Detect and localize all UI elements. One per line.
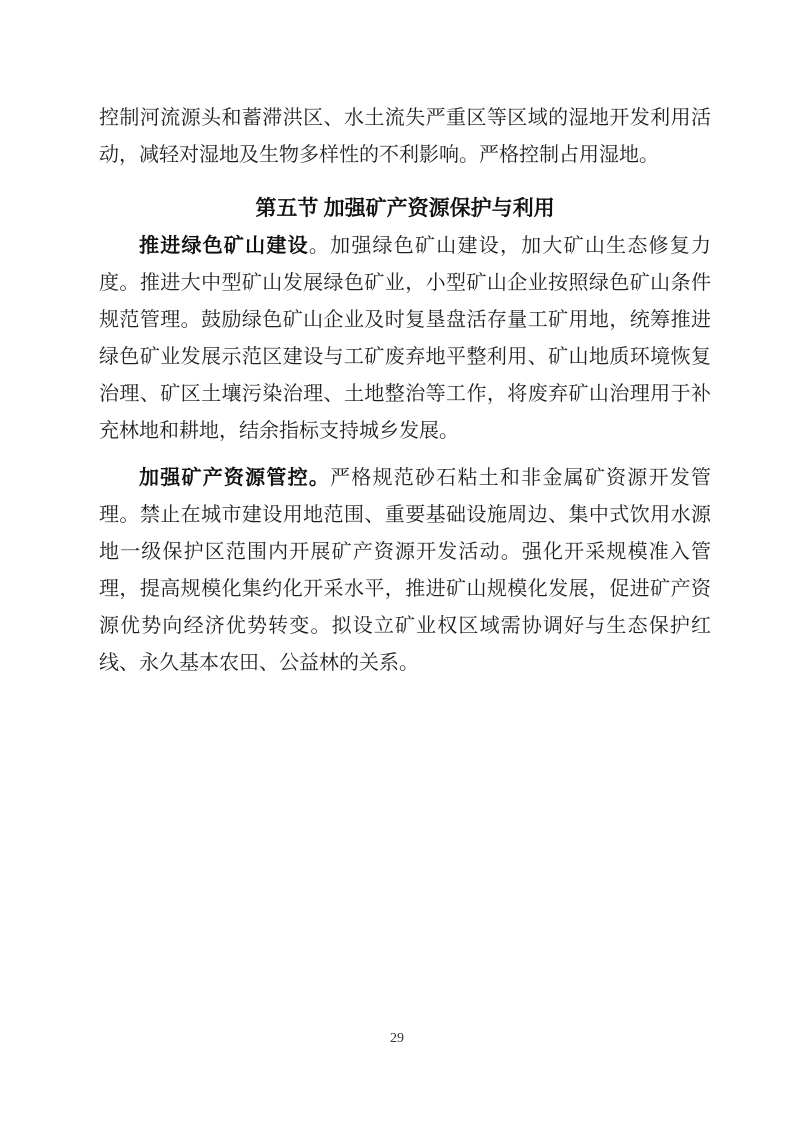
paragraph-body-text: 严格规范砂石粘土和非金属矿资源开发管理。禁止在城市建设用地范围、重要基础设施周边、集中式饮用水源地一级保护区范围内开展矿产资源开发活动。强化开采规模准入管理，提高规模化集约化开采水平，推进矿山规模化发展，促进矿产资源优势向经济优势转变。拟设立矿业权区域需协调好与生态保护红线、永久基本农田、公益林的关系。 [99,467,712,674]
paragraph-lead-separator: 。 [308,235,331,257]
paragraph-green-mine-construction [99,228,711,450]
page-content [99,100,711,682]
paragraph-lead-bold: 推进绿色矿山建设 [139,235,309,257]
page-number: 29 [390,1031,404,1046]
paragraph-lead-bold: 加强矿产资源管控。 [139,467,331,489]
section-heading: 第五节 加强矿产资源保护与利用 [255,196,555,220]
continuation-paragraph: 控制河流源头和蓄滞洪区、水土流失严重区等区域的湿地开发利用活动，减轻对湿地及生物多样性的不利影响。严格控制占用湿地。 [99,107,711,166]
paragraph-body-text: 加强绿色矿山建设，加大矿山生态修复力度。推进大中型矿山发展绿色矿业，小型矿山企业按照绿色矿山条件规范管理。鼓励绿色矿山企业及时复垦盘活存量工矿用地，统筹推进绿色矿业发展示范区建设与工矿废弃地平整利用、矿山地质环境恢复治理、矿区土壤污染治理、土地整治等工作，将废弃矿山治理用于补充林地和耕地，结余指标支持城乡发展。 [99,235,712,442]
paragraph-mineral-resource-control [99,460,711,682]
page-footer [0,1029,794,1047]
